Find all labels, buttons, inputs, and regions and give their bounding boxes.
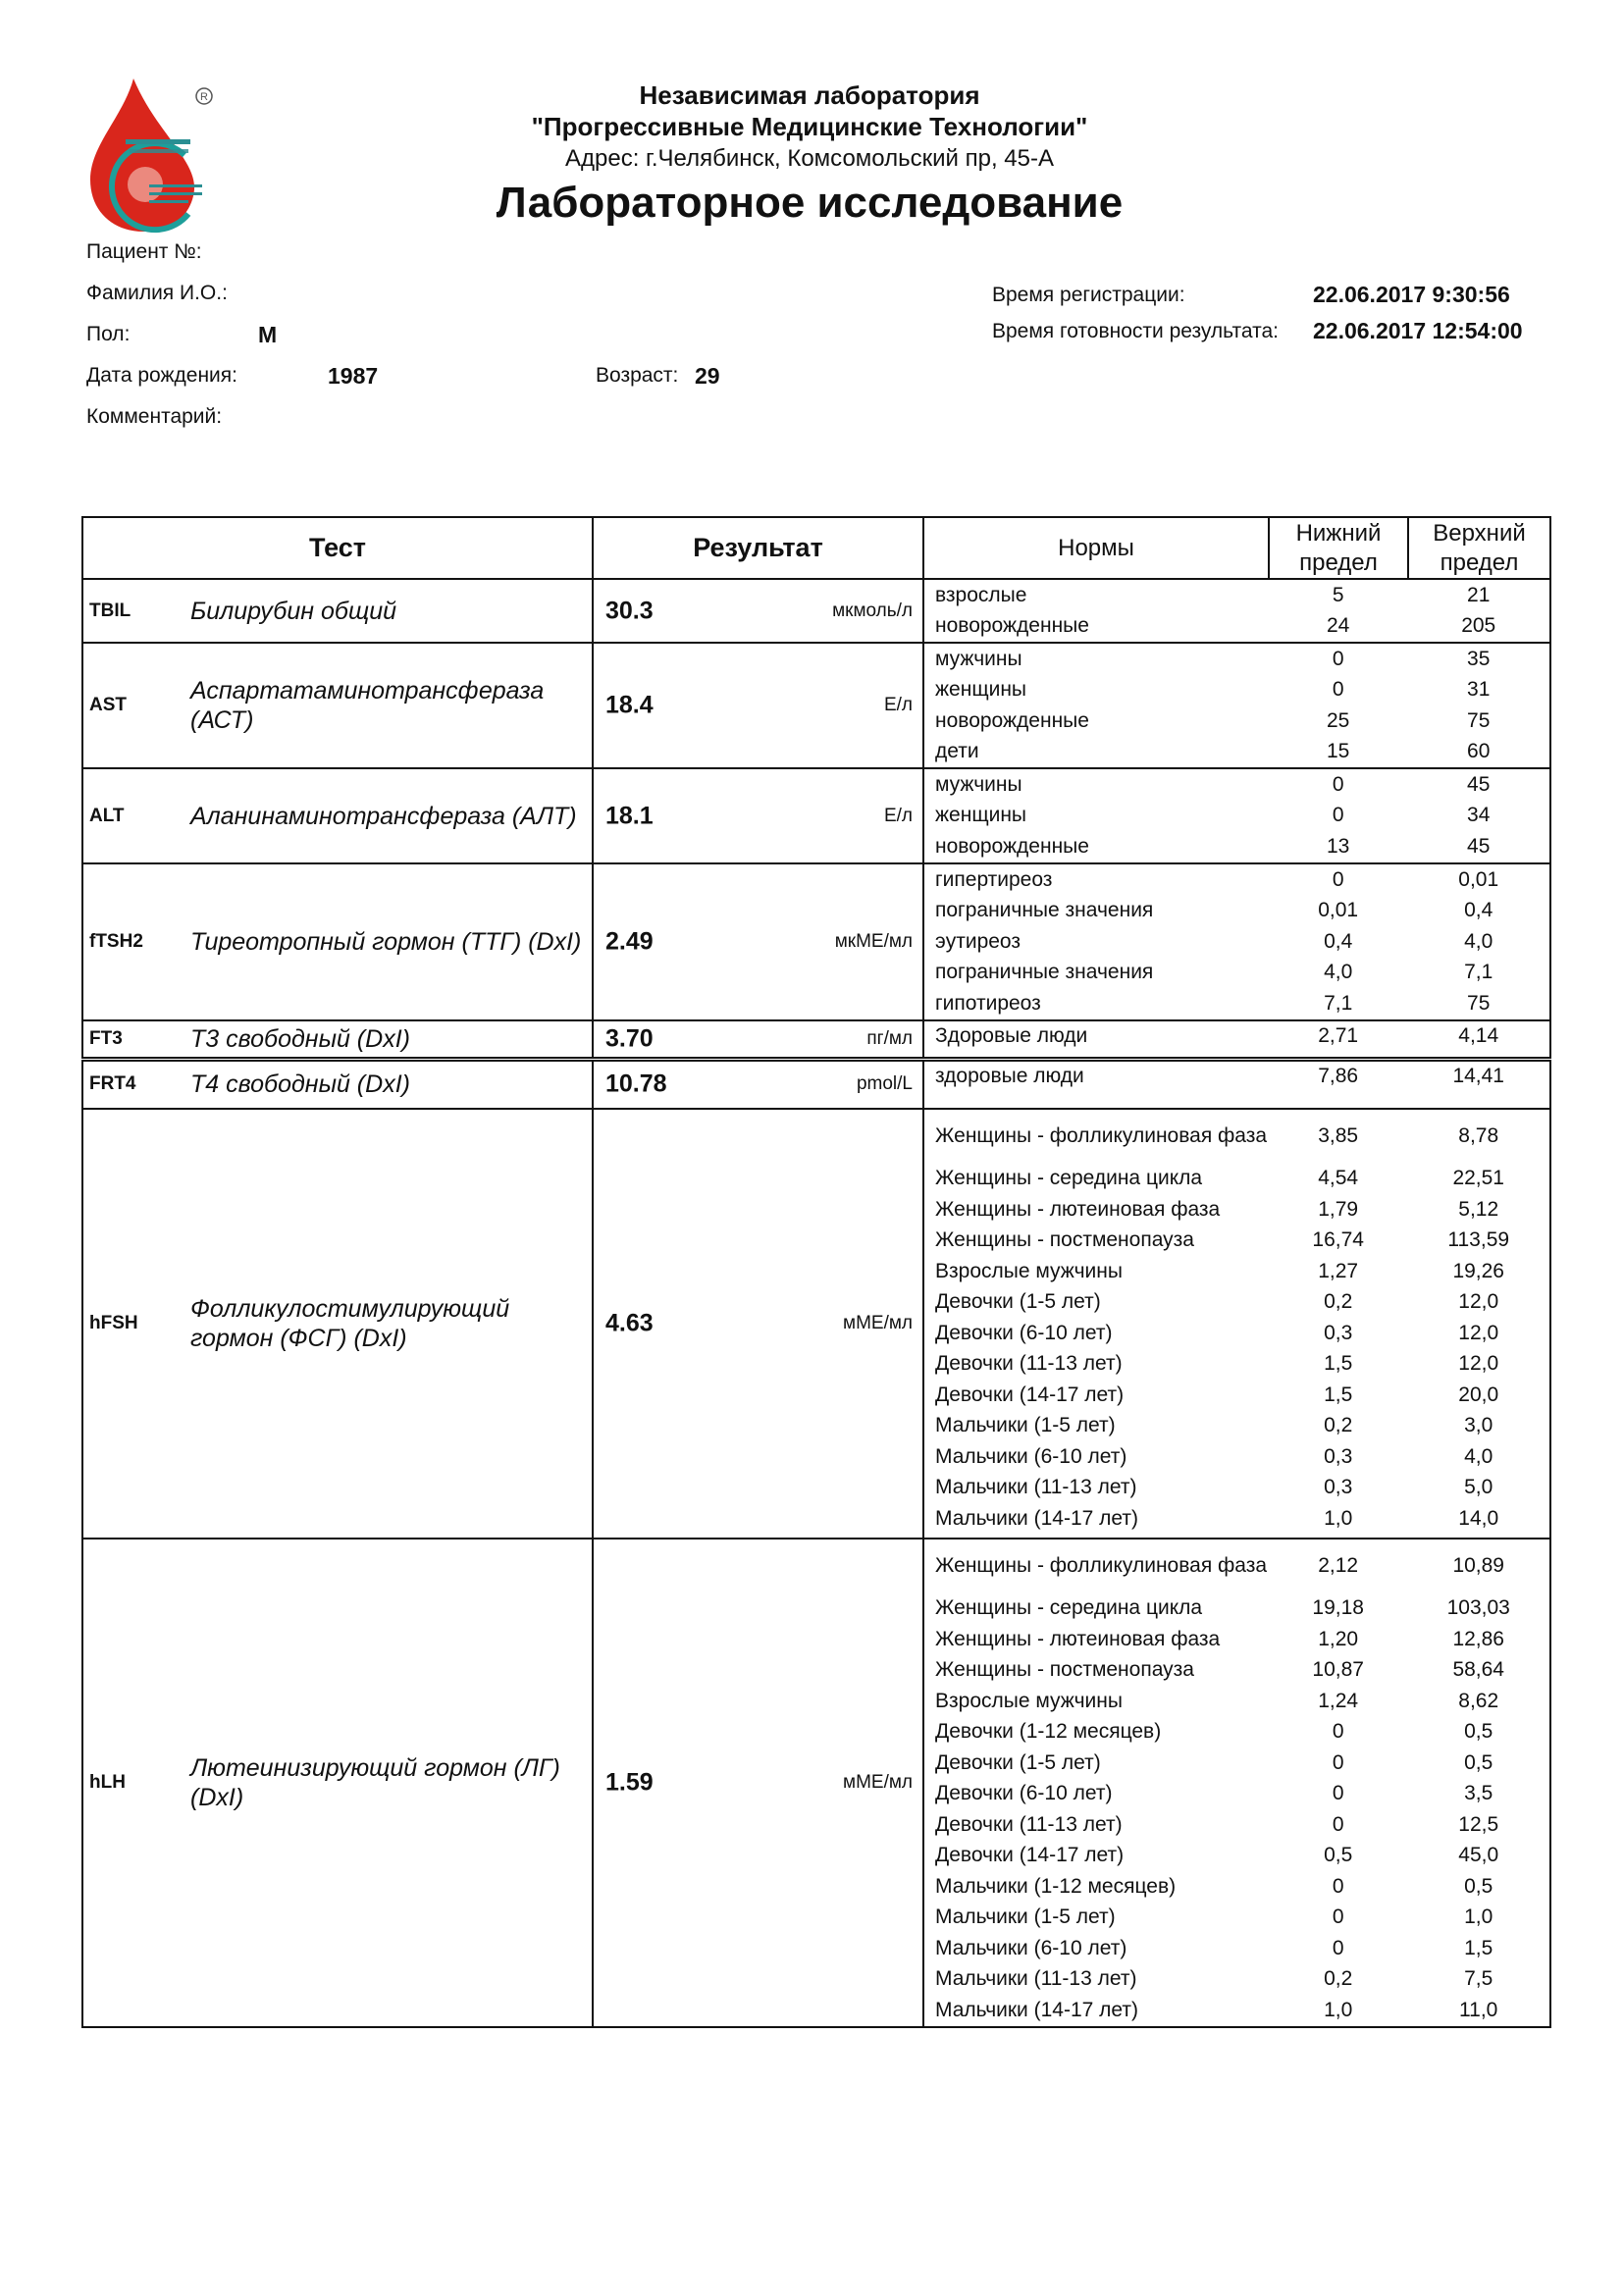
test-result-cell — [593, 768, 923, 863]
norm-upper-limit: 8,78 — [1458, 1124, 1499, 1147]
sex-label: Пол: — [86, 323, 131, 345]
norm-label: Мальчики (11-13 лет) — [935, 1967, 1137, 1991]
test-code: ALT — [82, 768, 190, 863]
test-result-cell — [593, 1020, 923, 1060]
ready-time-value: 22.06.2017 12:54:00 — [1313, 318, 1523, 343]
age-value: 29 — [695, 363, 720, 389]
header-result: Результат — [593, 517, 923, 579]
norm-label: мужчины — [935, 647, 1022, 670]
norm-row — [924, 1318, 1549, 1349]
norm-lower-limit: 0,3 — [1324, 1321, 1353, 1344]
norm-upper-limit: 3,0 — [1464, 1414, 1493, 1437]
table-row — [82, 1539, 1550, 2027]
result-unit: Е/л — [883, 805, 913, 826]
lab-name: Независимая лаборатория — [639, 80, 980, 110]
norm-lower-limit: 16,74 — [1312, 1228, 1364, 1252]
norm-label: гипотиреоз — [935, 991, 1041, 1015]
norm-upper-limit: 4,0 — [1464, 929, 1493, 953]
norm-row — [924, 1655, 1549, 1687]
norm-row — [924, 1995, 1549, 2026]
norm-row — [924, 1624, 1549, 1655]
norm-lower-limit: 0,2 — [1324, 1290, 1353, 1314]
page-title: Лабораторное исследование — [496, 179, 1124, 227]
norm-lower-limit: 5 — [1332, 583, 1344, 606]
norm-row — [924, 1287, 1549, 1319]
test-result-cell — [593, 863, 923, 1020]
norm-lower-limit: 3,85 — [1318, 1124, 1359, 1147]
blood-drop-logo-icon — [86, 77, 224, 234]
norm-lower-limit: 0 — [1332, 1720, 1344, 1744]
norm-lower-limit: 0 — [1332, 1936, 1344, 1959]
norm-upper-limit: 0,5 — [1464, 1750, 1493, 1774]
test-name: Аспартатаминотрансфераза (АСТ) — [190, 643, 593, 768]
norm-row — [924, 988, 1549, 1019]
norm-label: Девочки (1-12 месяцев) — [935, 1720, 1162, 1744]
test-result-cell — [593, 1109, 923, 1539]
norm-upper-limit: 12,5 — [1458, 1812, 1499, 1836]
norm-upper-limit: 75 — [1467, 708, 1491, 732]
norm-upper-limit: 10,89 — [1452, 1554, 1504, 1577]
norm-upper-limit: 45 — [1467, 772, 1491, 796]
norm-lower-limit: 1,0 — [1324, 1998, 1353, 2021]
norm-label: Женщины - середина цикла — [935, 1167, 1203, 1190]
norm-row — [924, 1256, 1549, 1287]
norm-lower-limit: 2,71 — [1318, 1024, 1359, 1048]
test-code: hFSH — [82, 1109, 190, 1539]
norm-lower-limit: 13 — [1327, 834, 1350, 858]
result-unit: мкМЕ/мл — [834, 930, 913, 952]
test-code: hLH — [82, 1539, 190, 2027]
norm-row — [924, 864, 1549, 896]
norm-lower-limit: 0,3 — [1324, 1476, 1353, 1499]
norm-upper-limit: 58,64 — [1452, 1658, 1504, 1682]
norm-upper-limit: 14,41 — [1452, 1065, 1504, 1088]
norm-lower-limit: 1,79 — [1318, 1197, 1359, 1221]
norm-label: новорожденные — [935, 708, 1089, 732]
norm-lower-limit: 1,5 — [1324, 1352, 1353, 1376]
registered-mark-icon: R — [200, 91, 208, 103]
norm-upper-limit: 75 — [1467, 991, 1491, 1015]
norm-upper-limit: 3,5 — [1464, 1782, 1493, 1805]
norm-row — [924, 1226, 1549, 1257]
norm-label: Женщины - лютеиновая фаза — [935, 1627, 1221, 1650]
norm-lower-limit: 0 — [1332, 678, 1344, 702]
table-row — [82, 1109, 1550, 1539]
norm-row — [924, 675, 1549, 706]
result-value: 30.3 — [605, 597, 654, 624]
table-header-row — [82, 517, 1550, 579]
norm-label: Мальчики (1-12 месяцев) — [935, 1874, 1177, 1898]
norms-cell — [923, 643, 1550, 768]
norm-upper-limit: 12,0 — [1458, 1352, 1499, 1376]
norm-label: новорожденные — [935, 834, 1089, 858]
norms-cell — [923, 1020, 1550, 1060]
result-value: 18.4 — [605, 691, 654, 719]
result-unit: мМЕ/мл — [843, 1312, 913, 1333]
norm-label: взрослые — [935, 583, 1027, 606]
registration-time-value: 22.06.2017 9:30:56 — [1313, 282, 1510, 307]
norm-upper-limit: 60 — [1467, 740, 1491, 763]
test-name: Лютеинизирующий гормон (ЛГ) (DxI) — [190, 1539, 593, 2027]
norm-label: Мальчики (14-17 лет) — [935, 1998, 1139, 2021]
norm-lower-limit: 0 — [1332, 1782, 1344, 1805]
norm-row — [924, 1841, 1549, 1872]
norm-label: Девочки (6-10 лет) — [935, 1782, 1113, 1805]
norm-lower-limit: 0 — [1332, 867, 1344, 891]
test-result-cell — [593, 1059, 923, 1109]
norm-label: Женщины - лютеиновая фаза — [935, 1197, 1221, 1221]
norm-label: женщины — [935, 678, 1027, 702]
norm-label: Здоровые люди — [935, 1024, 1088, 1048]
header-norms: Нормы — [923, 517, 1269, 579]
registration-time-label: Время регистрации: — [992, 284, 1185, 306]
norm-label: Девочки (1-5 лет) — [935, 1290, 1101, 1314]
ready-time-label: Время готовности результата: — [992, 320, 1279, 342]
test-name: Билирубин общий — [190, 579, 593, 643]
table-row — [82, 1059, 1550, 1109]
table-row — [82, 863, 1550, 1020]
norm-label: здоровые люди — [935, 1065, 1084, 1088]
result-unit: мкмоль/л — [832, 600, 913, 621]
header-lower-limit — [1269, 517, 1408, 579]
norm-lower-limit: 2,12 — [1318, 1554, 1359, 1577]
norm-upper-limit: 4,0 — [1464, 1444, 1493, 1468]
test-result-cell — [593, 1539, 923, 2027]
norm-lower-limit: 7,86 — [1318, 1065, 1359, 1088]
norm-upper-limit: 22,51 — [1452, 1167, 1504, 1190]
norm-label: Девочки (1-5 лет) — [935, 1750, 1101, 1774]
norm-upper-limit: 7,5 — [1464, 1967, 1493, 1991]
norm-row — [924, 1779, 1549, 1810]
header-upper-line1: Верхний — [1433, 519, 1526, 547]
norm-lower-limit: 24 — [1327, 614, 1350, 638]
norm-row — [924, 1717, 1549, 1748]
norm-lower-limit: 4,54 — [1318, 1167, 1359, 1190]
norms-cell — [923, 1109, 1550, 1539]
sex-value: М — [258, 322, 278, 347]
norm-upper-limit: 21 — [1467, 583, 1491, 606]
norm-lower-limit: 10,87 — [1312, 1658, 1364, 1682]
result-unit: мМЕ/мл — [843, 1771, 913, 1793]
norm-label: Женщины - постменопауза — [935, 1228, 1194, 1252]
table-row — [82, 643, 1550, 768]
norm-row — [924, 1441, 1549, 1473]
table-row — [82, 1020, 1550, 1060]
norm-upper-limit: 7,1 — [1464, 961, 1493, 984]
norm-lower-limit: 0,5 — [1324, 1844, 1353, 1867]
norm-row — [924, 1062, 1549, 1093]
norm-lower-limit: 0 — [1332, 1812, 1344, 1836]
norms-cell — [923, 1539, 1550, 2027]
norms-cell — [923, 579, 1550, 643]
norm-lower-limit: 0 — [1332, 1905, 1344, 1929]
norm-label: гипертиреоз — [935, 867, 1053, 891]
norm-label: пограничные значения — [935, 961, 1154, 984]
norm-row — [924, 1686, 1549, 1717]
norm-label: дети — [935, 740, 979, 763]
header-upper-line2: предел — [1440, 548, 1519, 576]
results-table — [81, 516, 1551, 2028]
norm-lower-limit: 0 — [1332, 1874, 1344, 1898]
result-unit: Е/л — [883, 695, 913, 715]
result-value: 4.63 — [605, 1309, 654, 1336]
norm-label: пограничные значения — [935, 899, 1154, 922]
norm-lower-limit: 1,20 — [1318, 1627, 1359, 1650]
norm-lower-limit: 0,01 — [1318, 899, 1359, 922]
norm-label: новорожденные — [935, 614, 1089, 638]
norms-cell — [923, 1059, 1550, 1109]
norm-upper-limit: 103,03 — [1446, 1596, 1510, 1620]
result-value: 2.49 — [605, 927, 654, 956]
norm-row — [924, 1411, 1549, 1442]
norm-label: Женщины - постменопауза — [935, 1658, 1194, 1682]
norm-row — [924, 580, 1549, 611]
norm-lower-limit: 0 — [1332, 647, 1344, 670]
norm-upper-limit: 5,0 — [1464, 1476, 1493, 1499]
norm-lower-limit: 0 — [1332, 772, 1344, 796]
norm-lower-limit: 0 — [1332, 1750, 1344, 1774]
norm-row — [924, 1194, 1549, 1226]
norm-lower-limit: 7,1 — [1324, 991, 1353, 1015]
lab-brand: "Прогрессивные Медицинские Технологии" — [531, 112, 1088, 141]
norm-label: Девочки (11-13 лет) — [935, 1352, 1123, 1376]
norm-label: Женщины - фолликулиновая фаза — [935, 1124, 1268, 1147]
norm-upper-limit: 45,0 — [1458, 1844, 1499, 1867]
birth-date-label: Дата рождения: — [86, 364, 237, 387]
norm-lower-limit: 1,24 — [1318, 1689, 1359, 1712]
norm-upper-limit: 4,14 — [1458, 1024, 1499, 1048]
test-name: Т4 свободный (DxI) — [190, 1059, 593, 1109]
norm-lower-limit: 4,0 — [1324, 961, 1353, 984]
norm-row — [924, 769, 1549, 801]
test-name: Тиреотропный гормон (ТТГ) (DxI) — [190, 863, 593, 1020]
norm-upper-limit: 12,86 — [1452, 1627, 1504, 1650]
norm-row — [924, 831, 1549, 862]
header-lower-line2: предел — [1299, 548, 1378, 576]
norm-upper-limit: 1,0 — [1464, 1905, 1493, 1929]
norm-row — [924, 1871, 1549, 1903]
norm-row — [924, 896, 1549, 927]
norm-lower-limit: 1,5 — [1324, 1383, 1353, 1406]
result-value: 3.70 — [605, 1024, 654, 1052]
norm-lower-limit: 15 — [1327, 740, 1350, 763]
norm-row — [924, 1110, 1549, 1164]
norm-row — [924, 1380, 1549, 1411]
norm-upper-limit: 0,01 — [1458, 867, 1499, 891]
patient-name-label: Фамилия И.О.: — [86, 282, 228, 304]
norm-upper-limit: 113,59 — [1447, 1228, 1510, 1252]
header-upper-limit — [1408, 517, 1550, 579]
norm-label: Женщины - фолликулиновая фаза — [935, 1554, 1268, 1577]
norm-label: Мальчики (14-17 лет) — [935, 1506, 1139, 1530]
norm-upper-limit: 12,0 — [1458, 1321, 1499, 1344]
table-row — [82, 768, 1550, 863]
norm-row — [924, 644, 1549, 675]
norm-label: Взрослые мужчины — [935, 1259, 1123, 1282]
norm-row — [924, 705, 1549, 737]
norm-row — [924, 611, 1549, 643]
norm-upper-limit: 5,12 — [1458, 1197, 1499, 1221]
norm-label: Взрослые мужчины — [935, 1689, 1123, 1712]
norm-row — [924, 1164, 1549, 1195]
norm-row — [924, 1349, 1549, 1381]
norm-label: Девочки (14-17 лет) — [935, 1844, 1125, 1867]
norm-lower-limit: 25 — [1327, 708, 1350, 732]
norm-upper-limit: 14,0 — [1458, 1506, 1499, 1530]
norm-label: женщины — [935, 804, 1027, 827]
norm-label: Мальчики (6-10 лет) — [935, 1936, 1127, 1959]
norm-upper-limit: 0,4 — [1464, 899, 1493, 922]
norm-lower-limit: 0,2 — [1324, 1967, 1353, 1991]
test-code: fTSH2 — [82, 863, 190, 1020]
norm-row — [924, 1933, 1549, 1964]
test-result-cell — [593, 579, 923, 643]
norm-upper-limit: 19,26 — [1452, 1259, 1504, 1282]
norm-row — [924, 1748, 1549, 1779]
norm-lower-limit: 1,0 — [1324, 1506, 1353, 1530]
header-lower-line1: Нижний — [1295, 519, 1382, 547]
norm-upper-limit: 0,5 — [1464, 1874, 1493, 1898]
result-value: 1.59 — [605, 1768, 654, 1796]
norm-row — [924, 1473, 1549, 1504]
norm-upper-limit: 11,0 — [1459, 1998, 1498, 2021]
norm-label: Мальчики (1-5 лет) — [935, 1905, 1116, 1929]
test-name: Т3 свободный (DxI) — [190, 1020, 593, 1060]
norm-row — [924, 1593, 1549, 1625]
norm-lower-limit: 0,2 — [1324, 1414, 1353, 1437]
result-value: 18.1 — [605, 802, 654, 829]
norms-cell — [923, 768, 1550, 863]
norm-upper-limit: 0,5 — [1464, 1720, 1493, 1744]
test-name: Фолликулостимулирующий гормон (ФСГ) (DxI) — [190, 1109, 593, 1539]
norm-row — [924, 801, 1549, 832]
test-code: FRT4 — [82, 1059, 190, 1109]
result-value: 10.78 — [605, 1070, 667, 1098]
test-name: Аланинаминотрансфераза (АЛТ) — [190, 768, 593, 863]
norm-upper-limit: 205 — [1461, 614, 1496, 638]
norm-upper-limit: 45 — [1467, 834, 1491, 858]
norm-row — [924, 926, 1549, 958]
norm-lower-limit: 1,27 — [1318, 1259, 1359, 1282]
patient-number-label: Пациент №: — [86, 240, 202, 263]
norm-upper-limit: 31 — [1467, 678, 1491, 702]
norm-label: Девочки (14-17 лет) — [935, 1383, 1125, 1406]
norm-label: мужчины — [935, 772, 1022, 796]
header-test: Тест — [82, 517, 593, 579]
age-label: Возраст: — [596, 364, 679, 387]
lab-address: Адрес: г.Челябинск, Комсомольский пр, 45-А — [565, 145, 1054, 172]
test-result-cell — [593, 643, 923, 768]
norm-label: эутиреоз — [935, 929, 1021, 953]
norm-upper-limit: 8,62 — [1458, 1689, 1499, 1712]
norm-row — [924, 1021, 1549, 1053]
norm-upper-limit: 12,0 — [1458, 1290, 1499, 1314]
test-code: FT3 — [82, 1020, 190, 1060]
norm-row — [924, 958, 1549, 989]
norm-lower-limit: 0 — [1332, 804, 1344, 827]
norm-upper-limit: 1,5 — [1464, 1936, 1493, 1959]
birth-date-value: 1987 — [328, 363, 379, 389]
norm-label: Девочки (6-10 лет) — [935, 1321, 1113, 1344]
norm-row — [924, 1903, 1549, 1934]
norm-lower-limit: 0,4 — [1324, 929, 1353, 953]
norm-label: Мальчики (1-5 лет) — [935, 1414, 1116, 1437]
table-row — [82, 579, 1550, 643]
norm-label: Женщины - середина цикла — [935, 1596, 1203, 1620]
norm-row — [924, 1964, 1549, 1996]
result-unit: пг/мл — [866, 1027, 913, 1049]
norm-lower-limit: 19,18 — [1312, 1596, 1364, 1620]
norm-lower-limit: 0,3 — [1324, 1444, 1353, 1468]
norm-label: Мальчики (6-10 лет) — [935, 1444, 1127, 1468]
result-unit: pmol/L — [856, 1073, 913, 1094]
norm-upper-limit: 35 — [1467, 647, 1491, 670]
norm-row — [924, 1539, 1549, 1593]
norm-row — [924, 1503, 1549, 1535]
norms-cell — [923, 863, 1550, 1020]
lab-logo — [86, 77, 224, 234]
test-code: TBIL — [82, 579, 190, 643]
norm-row — [924, 1809, 1549, 1841]
test-code: AST — [82, 643, 190, 768]
norm-label: Девочки (11-13 лет) — [935, 1812, 1123, 1836]
norm-row — [924, 737, 1549, 768]
norm-upper-limit: 20,0 — [1458, 1383, 1499, 1406]
norm-upper-limit: 34 — [1467, 804, 1491, 827]
norm-label: Мальчики (11-13 лет) — [935, 1476, 1137, 1499]
comment-label: Комментарий: — [86, 405, 223, 428]
